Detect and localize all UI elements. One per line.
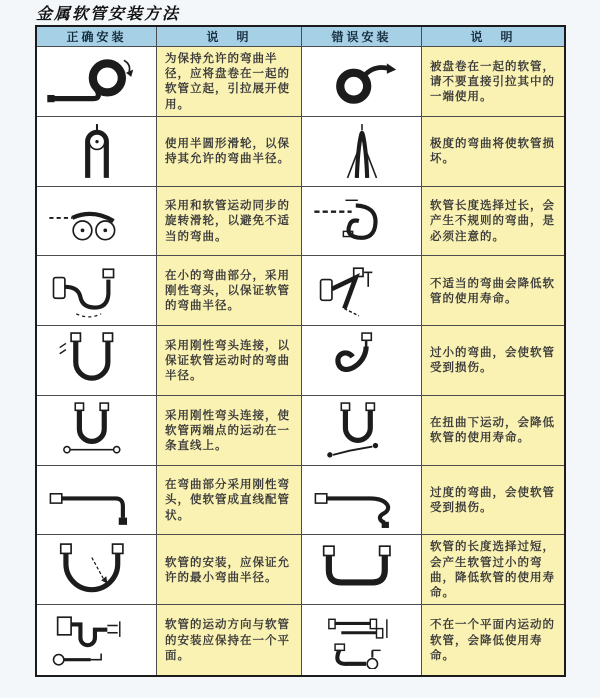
straight-run-rigid-elbow-icon bbox=[45, 471, 149, 529]
table-row-3-correct-image bbox=[37, 187, 157, 257]
table-row-7-correct-image bbox=[37, 466, 157, 536]
table-row-7-wrong-image bbox=[302, 466, 422, 536]
overlong-irregular-loop-icon bbox=[310, 192, 414, 250]
header-correct-description: 说 明 bbox=[157, 27, 302, 47]
table-row-2-wrong-desc: 极度的弯曲将使软管损坏。 bbox=[422, 117, 564, 187]
table-row-6-wrong-image bbox=[302, 396, 422, 466]
semicircular-pulley-hose-icon bbox=[45, 122, 149, 180]
table-row-3-wrong-image bbox=[302, 187, 422, 257]
installation-table bbox=[35, 25, 566, 677]
table-row-6-wrong-desc: 在扭曲下运动，会降低软管的使用寿命。 bbox=[422, 396, 564, 466]
same-plane-motion-trap-icon bbox=[45, 611, 149, 669]
rigid-elbow-small-bend-icon bbox=[45, 262, 149, 320]
table-row-9-wrong-desc: 不在一个平面内运动的软管，会降低使用寿命。 bbox=[422, 605, 564, 675]
rigid-elbow-u-hose-icon bbox=[45, 331, 149, 389]
improper-sharp-angle-icon bbox=[310, 262, 414, 320]
table-row-2-wrong-image bbox=[302, 117, 422, 187]
twisted-motion-u-hose-icon bbox=[310, 401, 414, 459]
table-row-5-correct-image bbox=[37, 326, 157, 396]
standing-coil-unroll-icon bbox=[45, 52, 149, 110]
table-row-7-correct-desc: 在弯曲部分采用刚性弯头，使软管成直线配管状。 bbox=[157, 466, 302, 536]
table-row-5-correct-desc: 采用刚性弯头连接，以保证软管运动时的弯曲半径。 bbox=[157, 326, 302, 396]
table-row-4-wrong-desc: 不适当的弯曲会降低软管的使用寿命。 bbox=[422, 256, 564, 326]
table-row-1-wrong-image bbox=[302, 47, 422, 117]
table-row-7-wrong-desc: 过度的弯曲，会使软管受到损伤。 bbox=[422, 466, 564, 536]
table-row-8-wrong-image bbox=[302, 535, 422, 605]
excessive-curved-bend-icon bbox=[310, 471, 414, 529]
table-row-9-correct-desc: 软管的运动方向与软管的安装应保持在一个平面。 bbox=[157, 605, 302, 675]
table-row-4-wrong-image bbox=[302, 256, 422, 326]
page-title: 金属软管安装方法 bbox=[36, 4, 181, 23]
table-row-8-correct-image bbox=[37, 535, 157, 605]
table-row-4-correct-image bbox=[37, 256, 157, 326]
extreme-sharp-bend-icon bbox=[310, 122, 414, 180]
table-row-9-wrong-image bbox=[302, 605, 422, 675]
table-row-1-correct-image bbox=[37, 47, 157, 117]
table-row-6-correct-desc: 采用刚性弯头连接，使软管两端点的运动在一条直线上。 bbox=[157, 396, 302, 466]
table-row-6-correct-image bbox=[37, 396, 157, 466]
coil-end-pull-icon bbox=[310, 52, 414, 110]
header-wrong-install: 错误安装 bbox=[302, 27, 422, 47]
table-row-3-wrong-desc: 软管长度选择过长，会产生不规则的弯曲，是必须注意的。 bbox=[422, 187, 564, 257]
table-row-2-correct-image bbox=[37, 117, 157, 187]
different-plane-motion-icon bbox=[310, 611, 414, 669]
minimum-bend-radius-u-icon bbox=[45, 541, 149, 599]
table-row-8-wrong-desc: 软管的长度选择过短，会产生软管过小的弯曲，降低软管的使用寿命。 bbox=[422, 535, 564, 605]
table-row-1-correct-desc: 为保持允许的弯曲半径，应将盘卷在一起的软管立起，引拉展开使用。 bbox=[157, 47, 302, 117]
table-row-8-correct-desc: 软管的安装，应保证允许的最小弯曲半径。 bbox=[157, 535, 302, 605]
table-row-5-wrong-desc: 过小的弯曲，会使软管受到损伤。 bbox=[422, 326, 564, 396]
too-small-bend-hook-icon bbox=[310, 331, 414, 389]
aligned-endpoints-u-hose-icon bbox=[45, 401, 149, 459]
header-wrong-description: 说 明 bbox=[422, 27, 564, 47]
too-short-flat-u-icon bbox=[310, 541, 414, 599]
table-row-2-correct-desc: 使用半圆形滑轮，以保持其允许的弯曲半径。 bbox=[157, 117, 302, 187]
table-row-4-correct-desc: 在小的弯曲部分，采用刚性弯头，以保证软管的弯曲半径。 bbox=[157, 256, 302, 326]
header-correct-install: 正确安装 bbox=[37, 27, 157, 47]
table-row-5-wrong-image bbox=[302, 326, 422, 396]
table-row-9-correct-image bbox=[37, 605, 157, 675]
table-row-3-correct-desc: 采用和软管运动同步的旋转滑轮，以避免不适当的弯曲。 bbox=[157, 187, 302, 257]
table-row-1-wrong-desc: 被盘卷在一起的软管，请不要直接引拉其中的一端使用。 bbox=[422, 47, 564, 117]
synchronized-rotating-pulleys-icon bbox=[45, 192, 149, 250]
